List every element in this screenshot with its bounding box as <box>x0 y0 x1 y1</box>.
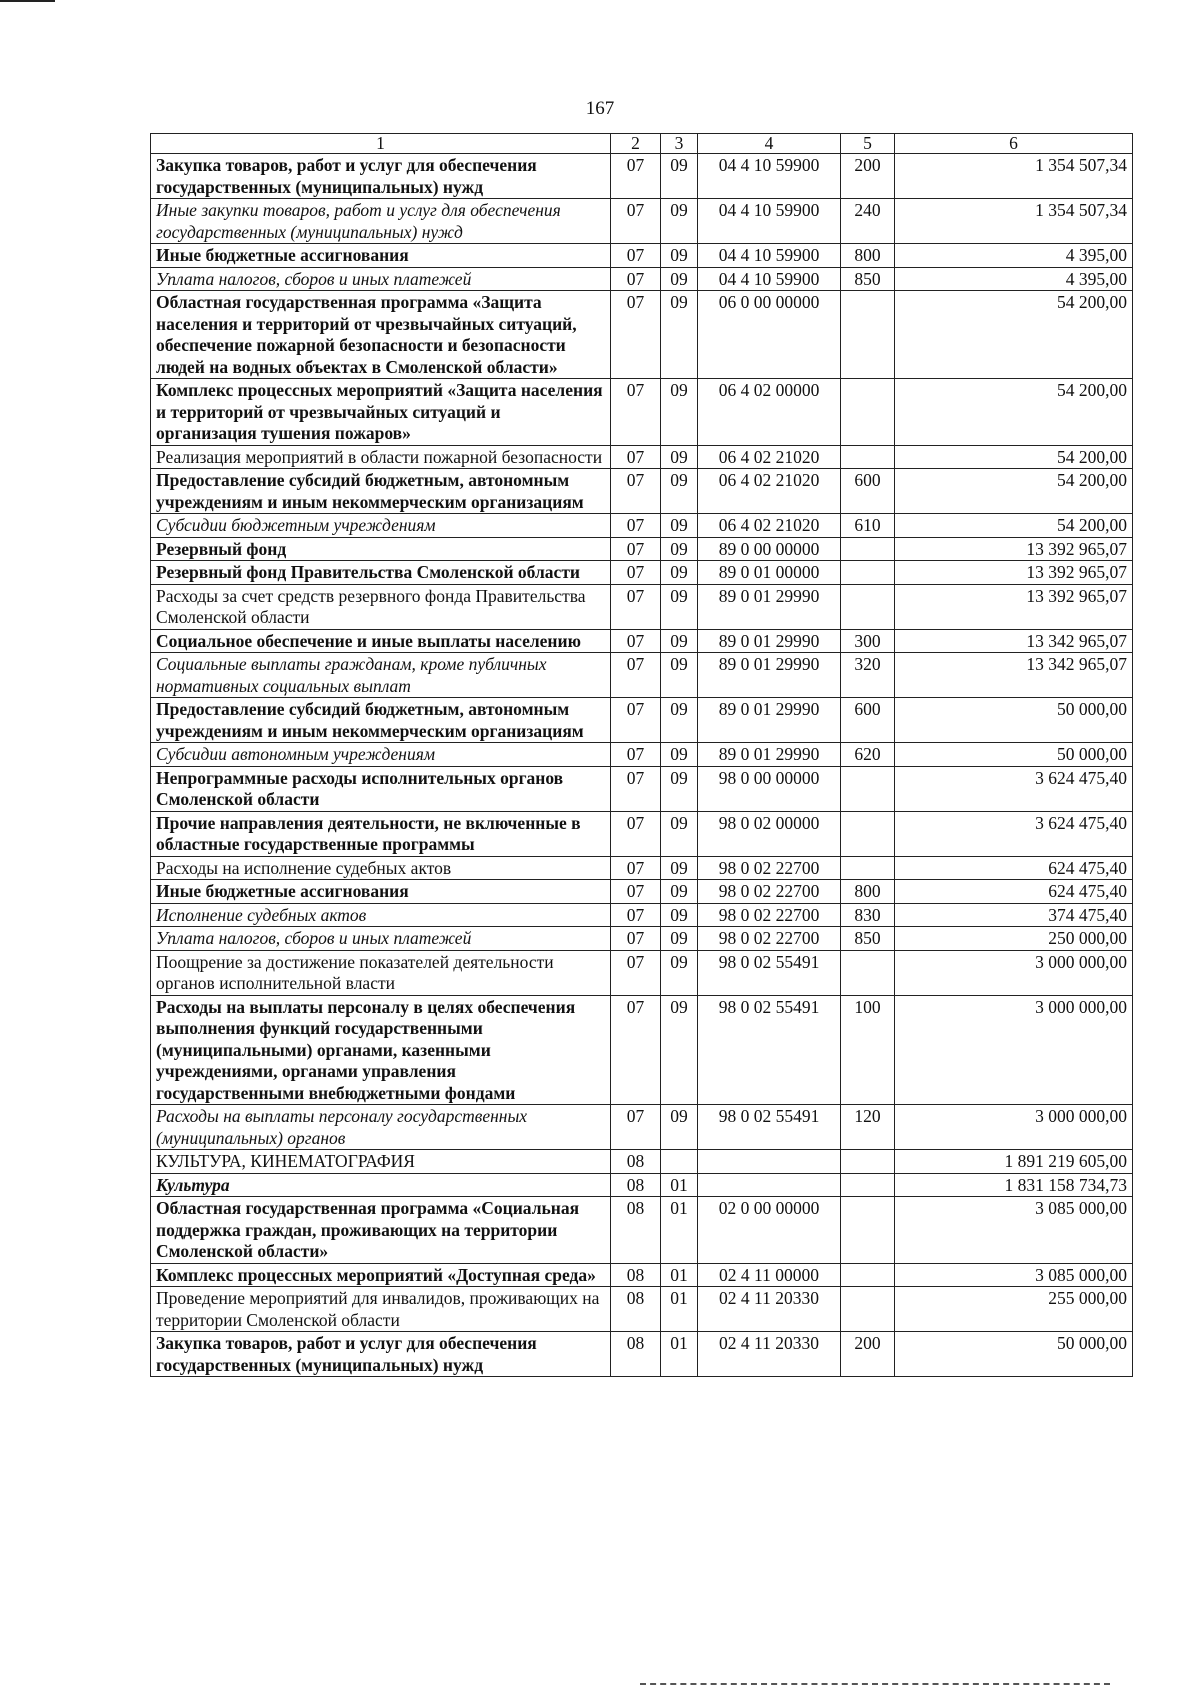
expense-type-cell <box>841 584 895 629</box>
table-row <box>151 1197 1133 1264</box>
code-subsection-cell: 09 <box>661 267 698 291</box>
item-name-cell: Областная государственная программа «Защита населения и территорий от чрезвычайных ситуаций, обеспечение пожарной безопасности и безопасности людей на водных объектах в Смоленской области» <box>151 291 611 379</box>
header-cell: 5 <box>841 134 895 154</box>
expense-type-cell <box>841 950 895 995</box>
expense-type-cell: 800 <box>841 880 895 904</box>
table-row <box>151 629 1133 653</box>
code-subsection-cell: 09 <box>661 379 698 446</box>
expense-type-cell: 850 <box>841 927 895 951</box>
expense-type-cell <box>841 1197 895 1264</box>
code-subsection-cell: 01 <box>661 1263 698 1287</box>
code-subsection-cell: 09 <box>661 629 698 653</box>
amount-cell: 54 200,00 <box>895 469 1133 514</box>
code-section-cell: 07 <box>611 244 661 268</box>
table-row <box>151 561 1133 585</box>
amount-cell: 50 000,00 <box>895 743 1133 767</box>
table-row <box>151 1332 1133 1377</box>
item-name-cell: Уплата налогов, сборов и иных платежей <box>151 267 611 291</box>
amount-cell: 1 354 507,34 <box>895 199 1133 244</box>
target-article-cell: 02 4 11 20330 <box>698 1287 841 1332</box>
item-name-cell: Комплекс процессных мероприятий «Доступная среда» <box>151 1263 611 1287</box>
expense-type-cell: 600 <box>841 698 895 743</box>
code-section-cell: 07 <box>611 379 661 446</box>
header-cell: 2 <box>611 134 661 154</box>
table-row <box>151 743 1133 767</box>
code-section-cell: 07 <box>611 514 661 538</box>
code-section-cell: 07 <box>611 995 661 1105</box>
code-section-cell: 07 <box>611 927 661 951</box>
item-name-cell: Культура <box>151 1173 611 1197</box>
code-section-cell: 07 <box>611 880 661 904</box>
item-name-cell: Закупка товаров, работ и услуг для обеспечения государственных (муниципальных) нужд <box>151 154 611 199</box>
code-section-cell: 07 <box>611 629 661 653</box>
code-subsection-cell: 09 <box>661 291 698 379</box>
amount-cell: 13 342 965,07 <box>895 653 1133 698</box>
item-name-cell: Резервный фонд Правительства Смоленской области <box>151 561 611 585</box>
code-subsection-cell: 09 <box>661 445 698 469</box>
expense-type-cell: 120 <box>841 1105 895 1150</box>
amount-cell: 624 475,40 <box>895 856 1133 880</box>
code-section-cell: 07 <box>611 561 661 585</box>
amount-cell: 50 000,00 <box>895 698 1133 743</box>
item-name-cell: Расходы на выплаты персоналу государственных (муниципальных) органов <box>151 1105 611 1150</box>
expense-type-cell <box>841 1150 895 1174</box>
item-name-cell: Комплекс процессных мероприятий «Защита населения и территорий от чрезвычайных ситуаций и организация тушения пожаров» <box>151 379 611 446</box>
code-section-cell: 07 <box>611 537 661 561</box>
target-article-cell: 06 4 02 00000 <box>698 379 841 446</box>
amount-cell: 1 831 158 734,73 <box>895 1173 1133 1197</box>
item-name-cell: Социальное обеспечение и иные выплаты населению <box>151 629 611 653</box>
item-name-cell: Прочие направления деятельности, не включенные в областные государственные программы <box>151 811 611 856</box>
amount-cell: 13 392 965,07 <box>895 537 1133 561</box>
item-name-cell: Предоставление субсидий бюджетным, автономным учреждениям и иным некоммерческим организациям <box>151 469 611 514</box>
item-name-cell: Поощрение за достижение показателей деятельности органов исполнительной власти <box>151 950 611 995</box>
table-row <box>151 698 1133 743</box>
amount-cell: 54 200,00 <box>895 291 1133 379</box>
code-subsection-cell: 09 <box>661 950 698 995</box>
target-article-cell: 06 4 02 21020 <box>698 469 841 514</box>
code-subsection-cell: 09 <box>661 199 698 244</box>
expense-type-cell: 300 <box>841 629 895 653</box>
code-subsection-cell: 09 <box>661 469 698 514</box>
expense-type-cell: 200 <box>841 1332 895 1377</box>
target-article-cell: 06 0 00 00000 <box>698 291 841 379</box>
code-section-cell: 07 <box>611 445 661 469</box>
target-article-cell: 89 0 01 29990 <box>698 653 841 698</box>
item-name-cell: Субсидии бюджетным учреждениям <box>151 514 611 538</box>
code-section-cell: 07 <box>611 653 661 698</box>
amount-cell: 3 000 000,00 <box>895 1105 1133 1150</box>
amount-cell: 4 395,00 <box>895 244 1133 268</box>
table-row <box>151 903 1133 927</box>
amount-cell: 4 395,00 <box>895 267 1133 291</box>
code-subsection-cell: 01 <box>661 1332 698 1377</box>
target-article-cell: 98 0 02 22700 <box>698 927 841 951</box>
item-name-cell: КУЛЬТУРА, КИНЕМАТОГРАФИЯ <box>151 1150 611 1174</box>
code-section-cell: 08 <box>611 1287 661 1332</box>
table-row <box>151 1150 1133 1174</box>
target-article-cell: 89 0 01 00000 <box>698 561 841 585</box>
amount-cell: 3 000 000,00 <box>895 995 1133 1105</box>
table-row <box>151 154 1133 199</box>
target-article-cell <box>698 1173 841 1197</box>
amount-cell: 1 891 219 605,00 <box>895 1150 1133 1174</box>
header-cell: 3 <box>661 134 698 154</box>
target-article-cell: 02 4 11 00000 <box>698 1263 841 1287</box>
header-row <box>151 134 1133 154</box>
code-subsection-cell: 09 <box>661 244 698 268</box>
expense-type-cell: 240 <box>841 199 895 244</box>
code-section-cell: 07 <box>611 291 661 379</box>
table-row <box>151 267 1133 291</box>
expense-type-cell <box>841 291 895 379</box>
table-row <box>151 950 1133 995</box>
code-section-cell: 08 <box>611 1197 661 1264</box>
code-section-cell: 07 <box>611 1105 661 1150</box>
target-article-cell: 89 0 00 00000 <box>698 537 841 561</box>
amount-cell: 3 085 000,00 <box>895 1263 1133 1287</box>
amount-cell: 3 085 000,00 <box>895 1197 1133 1264</box>
target-article-cell: 89 0 01 29990 <box>698 629 841 653</box>
code-subsection-cell: 09 <box>661 880 698 904</box>
amount-cell: 13 392 965,07 <box>895 584 1133 629</box>
page-number: 167 <box>585 98 615 119</box>
expense-type-cell <box>841 766 895 811</box>
target-article-cell <box>698 1150 841 1174</box>
code-subsection-cell: 01 <box>661 1173 698 1197</box>
item-name-cell: Непрограммные расходы исполнительных органов Смоленской области <box>151 766 611 811</box>
table-row <box>151 1263 1133 1287</box>
target-article-cell: 98 0 02 00000 <box>698 811 841 856</box>
amount-cell: 250 000,00 <box>895 927 1133 951</box>
header-cell: 6 <box>895 134 1133 154</box>
target-article-cell: 04 4 10 59900 <box>698 199 841 244</box>
target-article-cell: 04 4 10 59900 <box>698 244 841 268</box>
target-article-cell: 98 0 02 55491 <box>698 950 841 995</box>
code-section-cell: 07 <box>611 743 661 767</box>
code-subsection-cell: 09 <box>661 537 698 561</box>
expense-type-cell <box>841 1287 895 1332</box>
target-article-cell: 04 4 10 59900 <box>698 267 841 291</box>
code-subsection-cell: 09 <box>661 653 698 698</box>
header-cell: 4 <box>698 134 841 154</box>
amount-cell: 13 342 965,07 <box>895 629 1133 653</box>
code-subsection-cell: 09 <box>661 811 698 856</box>
code-subsection-cell: 09 <box>661 584 698 629</box>
table-row <box>151 199 1133 244</box>
code-subsection-cell: 09 <box>661 1105 698 1150</box>
item-name-cell: Областная государственная программа «Социальная поддержка граждан, проживающих на территории Смоленской области» <box>151 1197 611 1264</box>
code-subsection-cell: 09 <box>661 995 698 1105</box>
target-article-cell: 89 0 01 29990 <box>698 743 841 767</box>
expense-type-cell <box>841 537 895 561</box>
expense-type-cell: 100 <box>841 995 895 1105</box>
item-name-cell: Иные бюджетные ассигнования <box>151 244 611 268</box>
target-article-cell: 02 0 00 00000 <box>698 1197 841 1264</box>
table-row <box>151 995 1133 1105</box>
item-name-cell: Резервный фонд <box>151 537 611 561</box>
amount-cell: 50 000,00 <box>895 1332 1133 1377</box>
table-row <box>151 584 1133 629</box>
table-row <box>151 856 1133 880</box>
expense-type-cell: 800 <box>841 244 895 268</box>
target-article-cell: 98 0 02 22700 <box>698 856 841 880</box>
expense-type-cell: 600 <box>841 469 895 514</box>
expense-type-cell <box>841 379 895 446</box>
table-row <box>151 469 1133 514</box>
target-article-cell: 98 0 02 22700 <box>698 880 841 904</box>
table-row <box>151 291 1133 379</box>
code-section-cell: 07 <box>611 267 661 291</box>
table-row <box>151 927 1133 951</box>
expense-type-cell: 830 <box>841 903 895 927</box>
amount-cell: 54 200,00 <box>895 379 1133 446</box>
code-subsection-cell: 01 <box>661 1287 698 1332</box>
amount-cell: 54 200,00 <box>895 445 1133 469</box>
code-section-cell: 08 <box>611 1332 661 1377</box>
amount-cell: 3 000 000,00 <box>895 950 1133 995</box>
amount-cell: 1 354 507,34 <box>895 154 1133 199</box>
code-subsection-cell: 09 <box>661 903 698 927</box>
code-section-cell: 08 <box>611 1150 661 1174</box>
target-article-cell: 98 0 00 00000 <box>698 766 841 811</box>
scan-bottom-mark <box>640 1683 1110 1685</box>
item-name-cell: Закупка товаров, работ и услуг для обеспечения государственных (муниципальных) нужд <box>151 1332 611 1377</box>
code-subsection-cell: 09 <box>661 743 698 767</box>
item-name-cell: Уплата налогов, сборов и иных платежей <box>151 927 611 951</box>
item-name-cell: Реализация мероприятий в области пожарной безопасности <box>151 445 611 469</box>
item-name-cell: Иные закупки товаров, работ и услуг для обеспечения государственных (муниципальных) нужд <box>151 199 611 244</box>
code-section-cell: 07 <box>611 856 661 880</box>
code-subsection-cell: 09 <box>661 698 698 743</box>
item-name-cell: Предоставление субсидий бюджетным, автономным учреждениям и иным некоммерческим организациям <box>151 698 611 743</box>
header-cell: 1 <box>151 134 611 154</box>
expense-type-cell: 610 <box>841 514 895 538</box>
table-row <box>151 445 1133 469</box>
table-row <box>151 537 1133 561</box>
code-subsection-cell: 09 <box>661 514 698 538</box>
code-subsection-cell <box>661 1150 698 1174</box>
code-section-cell: 07 <box>611 199 661 244</box>
target-article-cell: 06 4 02 21020 <box>698 445 841 469</box>
table-row <box>151 514 1133 538</box>
code-subsection-cell: 09 <box>661 561 698 585</box>
code-subsection-cell: 09 <box>661 154 698 199</box>
amount-cell: 374 475,40 <box>895 903 1133 927</box>
code-section-cell: 07 <box>611 698 661 743</box>
table-row <box>151 1287 1133 1332</box>
expense-type-cell <box>841 561 895 585</box>
target-article-cell: 89 0 01 29990 <box>698 584 841 629</box>
amount-cell: 3 624 475,40 <box>895 766 1133 811</box>
item-name-cell: Социальные выплаты гражданам, кроме публичных нормативных социальных выплат <box>151 653 611 698</box>
amount-cell: 255 000,00 <box>895 1287 1133 1332</box>
target-article-cell: 98 0 02 22700 <box>698 903 841 927</box>
code-section-cell: 07 <box>611 469 661 514</box>
table-row <box>151 811 1133 856</box>
expense-type-cell: 320 <box>841 653 895 698</box>
code-section-cell: 07 <box>611 584 661 629</box>
code-section-cell: 07 <box>611 950 661 995</box>
amount-cell: 624 475,40 <box>895 880 1133 904</box>
code-subsection-cell: 01 <box>661 1197 698 1264</box>
target-article-cell: 98 0 02 55491 <box>698 995 841 1105</box>
table-row <box>151 379 1133 446</box>
table-row <box>151 1105 1133 1150</box>
code-section-cell: 08 <box>611 1173 661 1197</box>
item-name-cell: Субсидии автономным учреждениям <box>151 743 611 767</box>
code-section-cell: 07 <box>611 811 661 856</box>
target-article-cell: 06 4 02 21020 <box>698 514 841 538</box>
amount-cell: 54 200,00 <box>895 514 1133 538</box>
expense-type-cell <box>841 856 895 880</box>
code-section-cell: 07 <box>611 766 661 811</box>
target-article-cell: 02 4 11 20330 <box>698 1332 841 1377</box>
target-article-cell: 04 4 10 59900 <box>698 154 841 199</box>
expense-type-cell: 850 <box>841 267 895 291</box>
expense-type-cell: 620 <box>841 743 895 767</box>
target-article-cell: 89 0 01 29990 <box>698 698 841 743</box>
table-row <box>151 653 1133 698</box>
table-row <box>151 244 1133 268</box>
code-section-cell: 08 <box>611 1263 661 1287</box>
code-subsection-cell: 09 <box>661 927 698 951</box>
item-name-cell: Расходы на выплаты персоналу в целях обеспечения выполнения функций государственными (муниципальными) органами, казенными учреждениями, органами управления государственными внебюджетными фондами <box>151 995 611 1105</box>
table-row <box>151 1173 1133 1197</box>
table-row <box>151 766 1133 811</box>
code-section-cell: 07 <box>611 903 661 927</box>
item-name-cell: Иные бюджетные ассигнования <box>151 880 611 904</box>
amount-cell: 13 392 965,07 <box>895 561 1133 585</box>
table-body <box>151 134 1133 1377</box>
code-subsection-cell: 09 <box>661 766 698 811</box>
item-name-cell: Расходы за счет средств резервного фонда Правительства Смоленской области <box>151 584 611 629</box>
expense-type-cell <box>841 811 895 856</box>
table-row <box>151 880 1133 904</box>
target-article-cell: 98 0 02 55491 <box>698 1105 841 1150</box>
item-name-cell: Исполнение судебных актов <box>151 903 611 927</box>
scan-edge-line <box>0 0 55 2</box>
code-section-cell: 07 <box>611 154 661 199</box>
expense-type-cell <box>841 1263 895 1287</box>
item-name-cell: Расходы на исполнение судебных актов <box>151 856 611 880</box>
code-subsection-cell: 09 <box>661 856 698 880</box>
amount-cell: 3 624 475,40 <box>895 811 1133 856</box>
expense-type-cell <box>841 1173 895 1197</box>
budget-table <box>150 133 1133 1377</box>
expense-type-cell <box>841 445 895 469</box>
expense-type-cell: 200 <box>841 154 895 199</box>
item-name-cell: Проведение мероприятий для инвалидов, проживающих на территории Смоленской области <box>151 1287 611 1332</box>
